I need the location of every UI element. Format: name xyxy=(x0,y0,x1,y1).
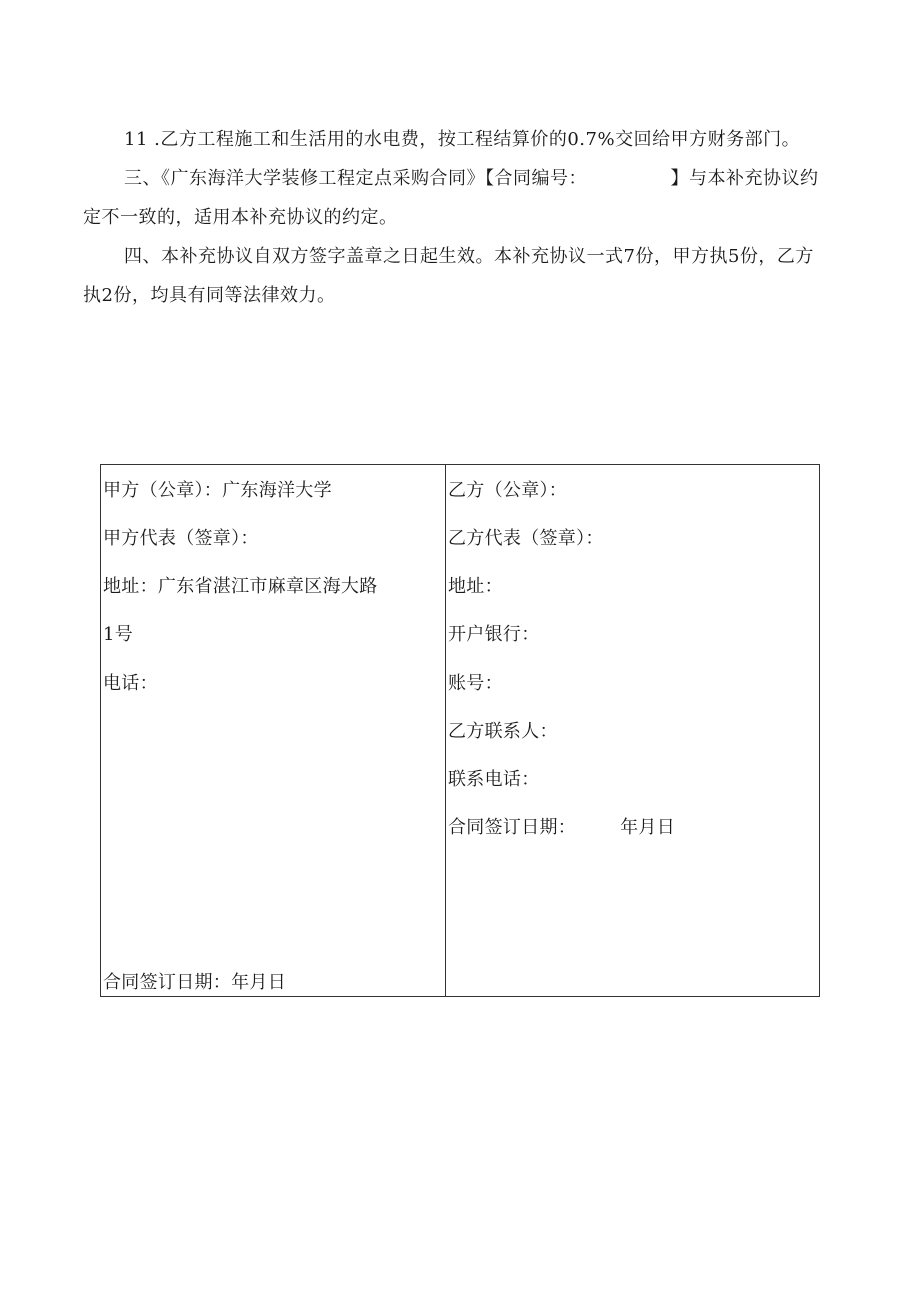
party-b-seal: 乙方（公章）： xyxy=(448,480,568,501)
party-b-column xyxy=(446,465,819,996)
party-b-sign-date-label: 合同签订日期： xyxy=(448,817,577,838)
party-a-representative: 甲方代表（签章）： xyxy=(103,528,259,549)
party-b-account: 账号： xyxy=(448,673,503,694)
party-a-address: 地址：广东省湛江市麻章区海大路 xyxy=(103,576,378,597)
clause-3-precedence: 三、《广东海洋大学装修工程定点采购合同》【合同编号： 】与本补充协议约定不一致的，适用本补充协议的约定。 xyxy=(83,168,819,228)
party-a-phone: 电话： xyxy=(103,673,158,694)
party-b-representative: 乙方代表（签章）： xyxy=(448,528,604,549)
party-a-column xyxy=(101,465,446,996)
clause-4-effectiveness: 四、本补充协议自双方签字盖章之日起生效。本补充协议一式7份，甲方执5份，乙方执2份，均具有同等法律效力。 xyxy=(83,246,814,306)
clause-11-utilities: 11 .乙方工程施工和生活用的水电费，按工程结算价的0.7%交回给甲方财务部门。 xyxy=(124,129,801,150)
signature-table xyxy=(100,464,820,997)
party-b-sign-date-value: 年月日 xyxy=(620,817,676,838)
party-a-seal: 甲方（公章）：广东海洋大学 xyxy=(103,480,332,501)
party-b-bank: 开户银行： xyxy=(448,624,540,645)
party-a-sign-date: 合同签订日期：年月日 xyxy=(103,972,286,993)
party-b-address: 地址： xyxy=(448,576,503,597)
party-b-phone: 联系电话： xyxy=(448,769,540,790)
contract-body xyxy=(83,120,828,315)
party-b-sign-date xyxy=(448,816,675,840)
party-b-contact: 乙方联系人： xyxy=(448,721,558,742)
party-a-address-continued: 1号 xyxy=(103,624,134,645)
